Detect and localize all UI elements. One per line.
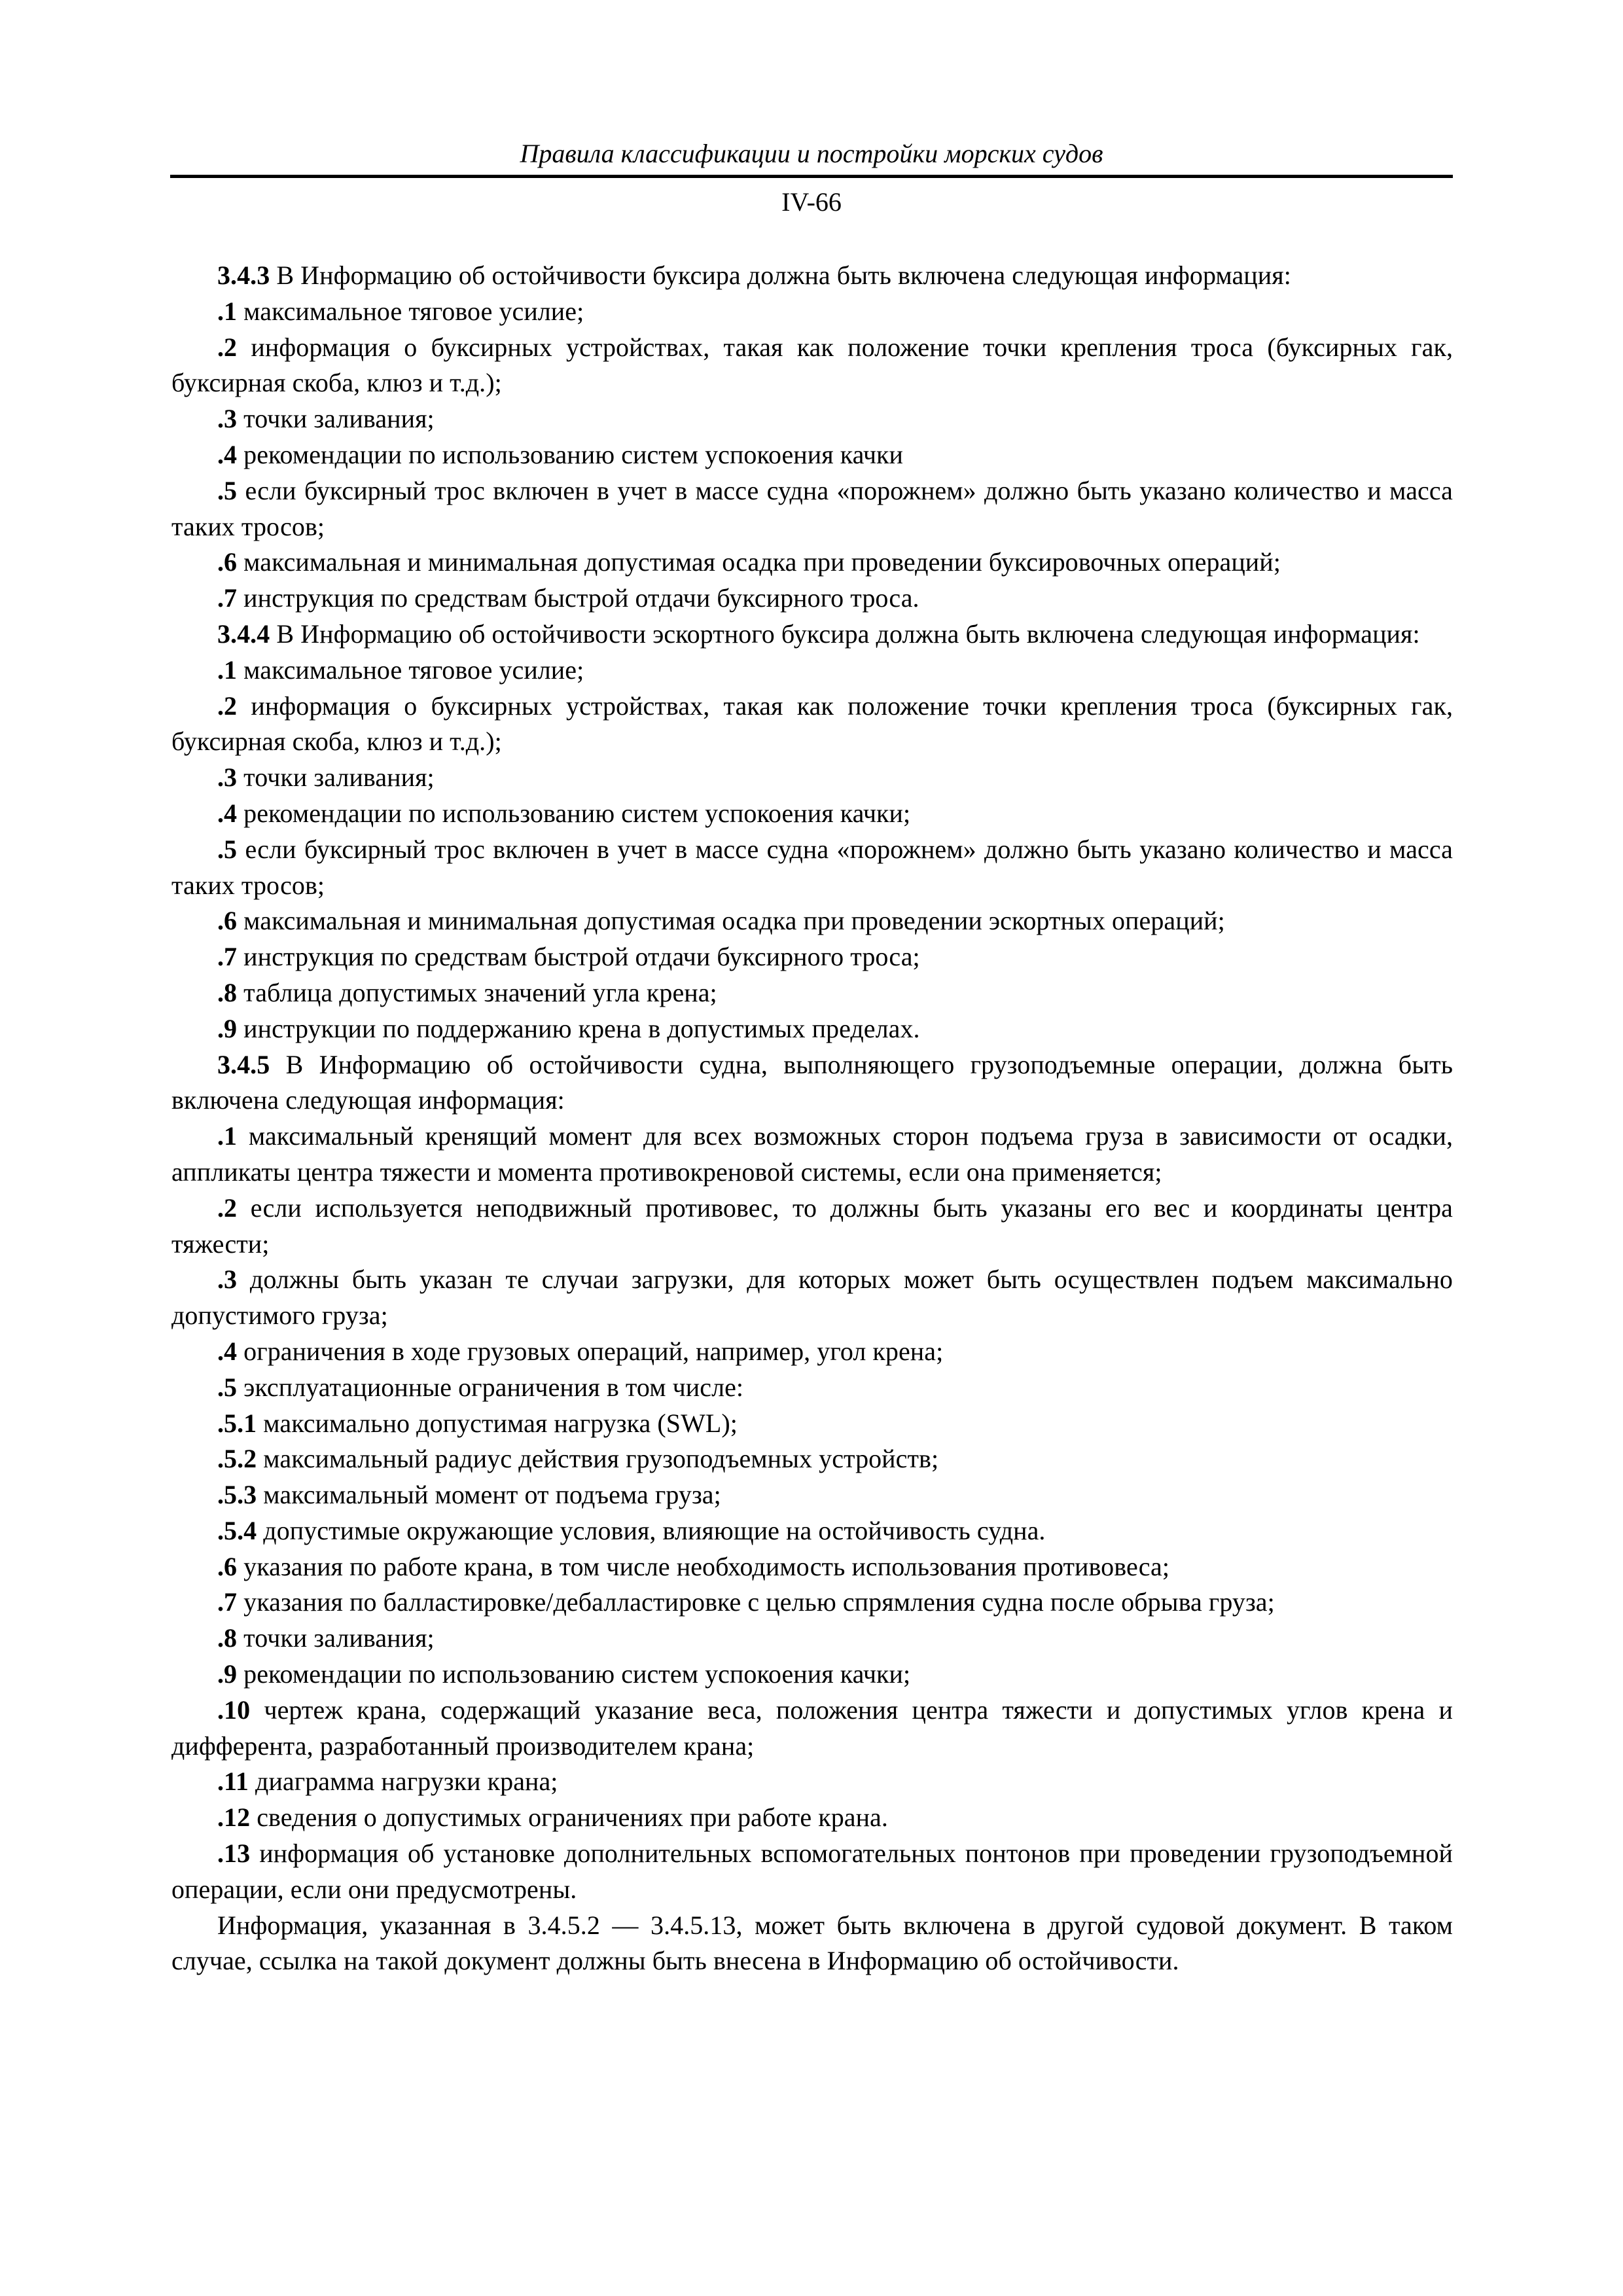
clause-number: .11 [217, 1767, 249, 1797]
clause-number: .1 [217, 296, 238, 326]
paragraph [171, 939, 1453, 975]
clause-number: .5.3 [217, 1480, 257, 1510]
paragraph [171, 975, 1453, 1011]
clause-number: .10 [217, 1695, 251, 1725]
running-header-title: Правила классификации и постройки морских судов [520, 139, 1103, 168]
clause-text: рекомендации по использованию систем успокоения качки; [237, 798, 911, 828]
paragraph [171, 581, 1453, 617]
clause-text: если используется неподвижный противовес, то должны быть указаны его вес и координаты центра тяжести; [171, 1193, 1453, 1259]
clause-text: если буксирный трос включен в учет в массе судна «порожнем» должно быть указано количество и масса таких тросов; [171, 834, 1453, 900]
clause-number: .5 [217, 475, 238, 505]
clause-number: .3 [217, 1265, 238, 1295]
clause-number: .1 [217, 1121, 238, 1151]
paragraph [171, 1406, 1453, 1442]
clause-text: точки заливания; [237, 1623, 435, 1653]
paragraph [171, 1585, 1453, 1621]
clause-text: В Информацию об остойчивости судна, выполняющего грузоподъемные операции, должна быть включена следующая информация: [171, 1049, 1453, 1115]
clause-number: .8 [217, 1623, 238, 1653]
clause-text: максимальное тяговое усилие; [237, 655, 584, 685]
clause-number: .3 [217, 404, 238, 434]
paragraph [171, 1477, 1453, 1513]
clause-text: информация об установке дополнительных вспомогательных понтонов при проведении грузоподъемной операции, если они предусмотрены. [171, 1839, 1453, 1904]
clause-number: .13 [217, 1839, 251, 1869]
paragraph [171, 832, 1453, 904]
header-divider [170, 175, 1453, 178]
paragraph [171, 1836, 1453, 1908]
clause-text: максимальная и минимальная допустимая осадка при проведении буксировочных операций; [237, 547, 1281, 577]
paragraph [171, 796, 1453, 832]
clause-number: .5.2 [217, 1444, 257, 1474]
clause-text: сведения о допустимых ограничениях при работе крана. [250, 1803, 888, 1833]
clause-text: указания по работе крана, в том числе необходимость использования противовеса; [237, 1551, 1170, 1581]
clause-text: максимальный момент от подъема груза; [257, 1480, 721, 1510]
clause-number: .6 [217, 906, 238, 936]
clause-text: эксплуатационные ограничения в том числе: [237, 1372, 744, 1402]
paragraph [171, 760, 1453, 796]
paragraph [171, 545, 1453, 581]
clause-number: .3 [217, 762, 238, 793]
paragraph [171, 1334, 1453, 1370]
clause-text: максимальное тяговое усилие; [237, 296, 584, 326]
clause-number: .2 [217, 332, 238, 362]
clause-text: В Информацию об остойчивости буксира должна быть включена следующая информация: [270, 260, 1291, 290]
document-body [171, 258, 1453, 1979]
clause-text: максимально допустимая нагрузка (SWL); [257, 1408, 738, 1438]
clause-text: рекомендации по использованию систем успокоения качки [237, 439, 903, 469]
paragraph [171, 1262, 1453, 1334]
clause-number: .6 [217, 1551, 238, 1581]
clause-number: .7 [217, 583, 238, 613]
clause-text: таблица допустимых значений угла крена; [237, 977, 717, 1007]
paragraph [171, 1441, 1453, 1477]
paragraph [171, 437, 1453, 473]
clause-number: .5.4 [217, 1515, 257, 1545]
paragraph [171, 1800, 1453, 1836]
clause-text: В Информацию об остойчивости эскортного буксира должна быть включена следующая информация: [270, 619, 1420, 649]
paragraph [171, 1370, 1453, 1406]
paragraph [171, 258, 1453, 294]
page-number: IV-66 [781, 187, 842, 217]
paragraph [171, 1047, 1453, 1119]
clause-number: .4 [217, 439, 238, 469]
paragraph [171, 1119, 1453, 1191]
clause-number: .5 [217, 834, 238, 864]
paragraph [171, 1513, 1453, 1549]
clause-number: .7 [217, 1587, 238, 1617]
paragraph [171, 689, 1453, 761]
paragraph [171, 401, 1453, 437]
paragraph [171, 473, 1453, 545]
clause-text: максимальная и минимальная допустимая осадка при проведении эскортных операций; [237, 906, 1225, 936]
paragraph [171, 1908, 1453, 1980]
clause-text: инструкция по средствам быстрой отдачи буксирного троса; [237, 942, 920, 972]
paragraph [171, 330, 1453, 402]
clause-text: максимальный радиус действия грузоподъемных устройств; [257, 1444, 939, 1474]
clause-number: .2 [217, 1193, 238, 1223]
paragraph [171, 1657, 1453, 1693]
clause-text: должны быть указан те случаи загрузки, для которых может быть осуществлен подъем максимально допустимого груза; [171, 1265, 1453, 1331]
paragraph [171, 1549, 1453, 1585]
clause-number: .5 [217, 1372, 238, 1402]
paragraph [171, 903, 1453, 939]
clause-text: точки заливания; [237, 404, 435, 434]
paragraph [171, 294, 1453, 330]
clause-number: .9 [217, 1659, 238, 1689]
clause-number: .9 [217, 1013, 238, 1043]
paragraph [171, 1764, 1453, 1800]
clause-number: 3.4.3 [217, 260, 270, 290]
clause-text: информация о буксирных устройствах, такая как положение точки крепления троса (буксирных гак, буксирная скоба, клюз и т.д.); [171, 691, 1453, 757]
clause-number: 3.4.5 [217, 1049, 270, 1079]
clause-text: ограничения в ходе грузовых операций, например, угол крена; [237, 1336, 944, 1366]
clause-number: .5.1 [217, 1408, 257, 1438]
clause-text: информация о буксирных устройствах, такая как положение точки крепления троса (буксирных гак, буксирная скоба, клюз и т.д.); [171, 332, 1453, 398]
paragraph [171, 653, 1453, 689]
clause-text: Информация, указанная в 3.4.5.2 — 3.4.5.13, может быть включена в другой судовой документ. В таком случае, ссылка на такой документ должны быть внесена в Информацию об остойчивости. [171, 1910, 1453, 1976]
paragraph [171, 1011, 1453, 1047]
clause-text: максимальный кренящий момент для всех возможных сторон подъема груза в зависимости от осадки, аппликаты центра тяжести и момента противокреновой системы, если она применяется; [171, 1121, 1453, 1187]
clause-text: точки заливания; [237, 762, 435, 793]
clause-text: чертеж крана, содержащий указание веса, положения центра тяжести и допустимых углов крена и дифферента, разработанный производителем крана; [171, 1695, 1453, 1761]
paragraph [171, 1621, 1453, 1657]
paragraph [171, 1191, 1453, 1263]
paragraph [171, 617, 1453, 653]
clause-number: .2 [217, 691, 238, 721]
clause-number: .4 [217, 1336, 238, 1366]
clause-text: диаграмма нагрузки крана; [248, 1767, 558, 1797]
clause-number: .1 [217, 655, 238, 685]
clause-number: .4 [217, 798, 238, 828]
clause-number: 3.4.4 [217, 619, 270, 649]
clause-text: если буксирный трос включен в учет в массе судна «порожнем» должно быть указано количество и масса таких тросов; [171, 475, 1453, 541]
paragraph [171, 1693, 1453, 1765]
clause-text: инструкции по поддержанию крена в допустимых пределах. [237, 1013, 920, 1043]
clause-text: инструкция по средствам быстрой отдачи буксирного троса. [237, 583, 919, 613]
clause-number: .6 [217, 547, 238, 577]
clause-number: .12 [217, 1803, 251, 1833]
clause-number: .7 [217, 942, 238, 972]
clause-number: .8 [217, 977, 238, 1007]
clause-text: допустимые окружающие условия, влияющие на остойчивость судна. [257, 1515, 1046, 1545]
clause-text: рекомендации по использованию систем успокоения качки; [237, 1659, 911, 1689]
clause-text: указания по балластировке/дебалластировке с целью спрямления судна после обрыва груза; [237, 1587, 1275, 1617]
